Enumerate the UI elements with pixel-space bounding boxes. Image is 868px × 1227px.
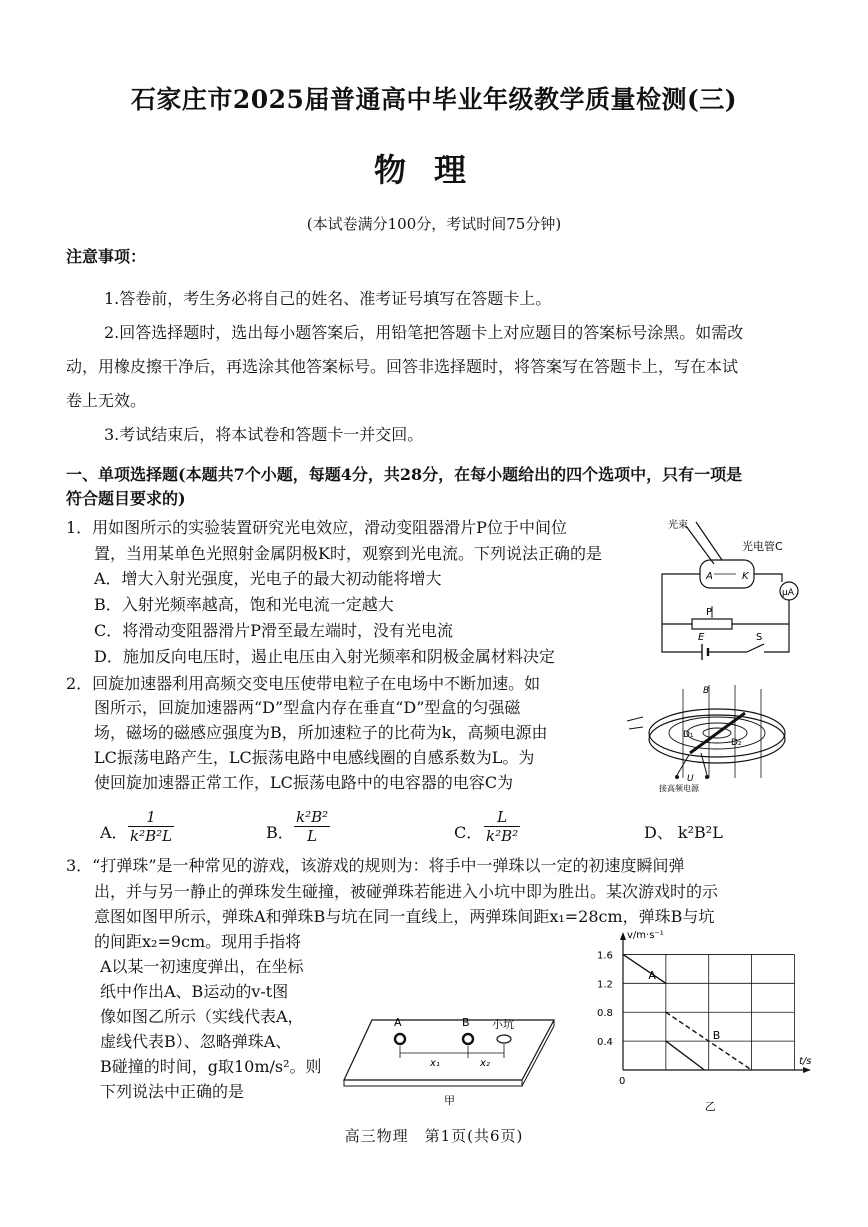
chart-origin-label: 0	[619, 1076, 626, 1087]
q2-u-label: U	[687, 774, 694, 784]
series-label-b: B	[712, 1029, 721, 1043]
q2-source-label: 接高频电源	[659, 784, 699, 793]
q2-d2-label: D₂	[731, 738, 742, 748]
pit	[497, 1035, 511, 1043]
q2-option-d: D、 k²B²L	[644, 823, 723, 842]
series-label-a: A	[648, 968, 656, 982]
page-footer: 高三物理 第1页(共6页)	[344, 1127, 524, 1145]
x-axis-arrow	[803, 1067, 811, 1073]
q2-option-c-fraction	[484, 808, 520, 845]
q1-tube-label: 光电管C	[742, 540, 783, 553]
q2-option-c-numerator: L	[484, 808, 520, 827]
q2-option-a-numerator: 1	[128, 808, 174, 827]
q3-jia-x2-label: x₂	[480, 1058, 490, 1069]
q2-option-c-denominator: k²B²	[486, 827, 519, 845]
chart-ticks	[597, 950, 613, 1048]
q2-d1-label: D₁	[683, 730, 694, 740]
notice-heading: 注意事项：	[66, 247, 147, 266]
rheostat	[692, 619, 732, 629]
chart-x-axis-label: t/s	[799, 1056, 812, 1067]
q3-jia-x1-label: x₁	[430, 1058, 440, 1069]
q2-option-b-label: B．	[266, 823, 294, 842]
q2-stem-line-4: LC振荡电路产生，LC振荡电路中电感线圈的自感系数为L。为	[94, 748, 535, 767]
subject-title: 物理	[373, 151, 494, 189]
q3-jia-b-label: B	[462, 1016, 470, 1029]
y-tick-label: 0.4	[597, 1037, 613, 1049]
q2-option-b-denominator: L	[307, 827, 318, 845]
q3-stem-line-6: 纸中作出A、B运动的v-t图	[100, 982, 289, 1001]
q1-option-b: B．入射光频率越高，饱和光电流一定越大	[94, 595, 394, 614]
q3-yi-caption: 乙	[704, 1100, 716, 1113]
q1-switch-label: S	[756, 632, 763, 643]
q1-beam-label: 光束	[668, 520, 688, 531]
q2-stem-line-1: 2．回旋加速器利用高频交变电压使带电粒子在电场中不断加速。如	[66, 674, 541, 693]
q1-stem-line-2: 置，当用某单色光照射金属阴极K时，观察到光电流。下列说法正确的是	[94, 544, 602, 563]
section1-heading-line-2: 符合题目要求的)	[66, 489, 186, 508]
chart-axes	[620, 932, 811, 1073]
q1-option-c: C．将滑动变阻器滑片P滑至最左端时，没有光电流	[94, 621, 454, 640]
series-line-a	[666, 1041, 705, 1070]
q2-b-label: B	[703, 686, 710, 696]
marble-a	[395, 1034, 405, 1044]
q1-anode-label: A	[706, 571, 713, 582]
q3-stem-line-10: 下列说法中正确的是	[100, 1082, 245, 1101]
notice-item-1: 1.答卷前，考生务必将自己的姓名、准考证号填写在答题卡上。	[104, 289, 552, 308]
q3-stem-line-9: B碰撞的时间，g取10m/s²。则	[100, 1057, 322, 1076]
q3-figure-jia	[342, 1010, 557, 1108]
exam-info: (本试卷满分100分，考试时间75分钟)	[306, 215, 562, 233]
q2-cyclotron-figure	[625, 683, 790, 793]
q3-vt-chart	[585, 928, 815, 1114]
q1-meter-label: μA	[782, 588, 794, 598]
q3-stem-line-3: 意图如图甲所示，弹珠A和弹珠B与坑在同一直线上，两弹珠间距x₁=28cm，弹珠B与坑	[94, 907, 715, 926]
q2-option-a-label: A．	[100, 823, 128, 842]
q1-emf-label: E	[698, 632, 705, 643]
q3-jia-a-label: A	[394, 1016, 402, 1029]
q2-option-a-denominator: k²B²L	[130, 827, 173, 845]
q2-option-c-label: C．	[454, 823, 483, 842]
q2-option-b-numerator: k²B²	[296, 808, 329, 826]
notice-item-2-line-2: 动，用橡皮擦干净后，再选涂其他答案标号。回答非选择题时，将答案写在答题卡上，写在本试	[66, 357, 739, 376]
q3-stem-line-5: A以某一初速度弹出，在坐标	[100, 957, 304, 976]
notice-item-2-line-1: 2.回答选择题时，选出每小题答案后，用铅笔把答题卡上对应题目的答案标号涂黑。如需改	[104, 323, 744, 342]
q3-jia-caption: 甲	[444, 1094, 455, 1107]
q3-stem-line-1: 3．“打弹珠”是一种常见的游戏，该游戏的规则为：将手中一弹珠以一定的初速度瞬间弹	[66, 856, 685, 875]
q1-slider-label: P	[706, 607, 713, 618]
chart-y-axis-label: v/m·s⁻¹	[627, 930, 664, 941]
q2-option-b-fraction	[294, 808, 330, 845]
y-axis-arrow	[620, 932, 626, 940]
q3-stem-line-4: 的间距x₂=9cm。现用手指将	[94, 932, 302, 951]
marble-b	[463, 1034, 473, 1044]
q1-cathode-label: K	[742, 571, 749, 582]
notice-item-2-line-3: 卷上无效。	[66, 391, 147, 410]
y-tick-label: 0.8	[597, 1008, 613, 1020]
y-tick-label: 1.2	[597, 979, 613, 991]
q2-option-a-fraction	[128, 808, 174, 845]
y-tick-label: 1.6	[597, 950, 613, 962]
notice-item-3: 3.考试结束后，将本试卷和答题卡一并交回。	[104, 425, 424, 444]
q3-stem-line-8: 虚线代表B）、忽略弹珠A、	[100, 1032, 292, 1051]
q1-circuit-figure	[652, 512, 802, 662]
series-line-a	[623, 954, 666, 983]
switch	[747, 644, 764, 652]
q2-stem-line-2: 图所示，回旋加速器两“D”型盒内存在垂直“D”型盒的匀强磁	[94, 698, 521, 717]
board-surface	[344, 1020, 554, 1080]
q1-option-d: D．施加反向电压时，遏止电压由入射光频率和阴极金属材料决定	[94, 647, 555, 666]
q1-option-a: A．增大入射光强度，光电子的最大初动能将增大	[94, 569, 442, 588]
q3-jia-pit-label: 小坑	[492, 1018, 514, 1031]
q1-stem-line-1: 1．用如图所示的实验装置研究光电效应，滑动变阻器滑片P位于中间位	[66, 518, 567, 537]
q2-stem-line-5: 使回旋加速器正常工作，LC振荡电路中的电容器的电容C为	[94, 773, 514, 792]
q3-stem-line-2: 出，并与另一静止的弹珠发生碰撞，被碰弹珠若能进入小坑中即为胜出。某次游戏时的示	[94, 882, 719, 901]
section1-heading-line-1: 一、单项选择题(本题共7个小题，每题4分，共28分，在每小题给出的四个选项中，只有一项是	[66, 465, 743, 484]
q2-stem-line-3: 场，磁场的磁感应强度为B，所加速粒子的比荷为k，高频电源由	[94, 723, 548, 742]
q3-stem-line-7: 像如图乙所示（实线代表A，	[100, 1007, 304, 1026]
exam-title: 石家庄市2025届普通高中毕业年级教学质量检测(三)	[130, 85, 738, 114]
